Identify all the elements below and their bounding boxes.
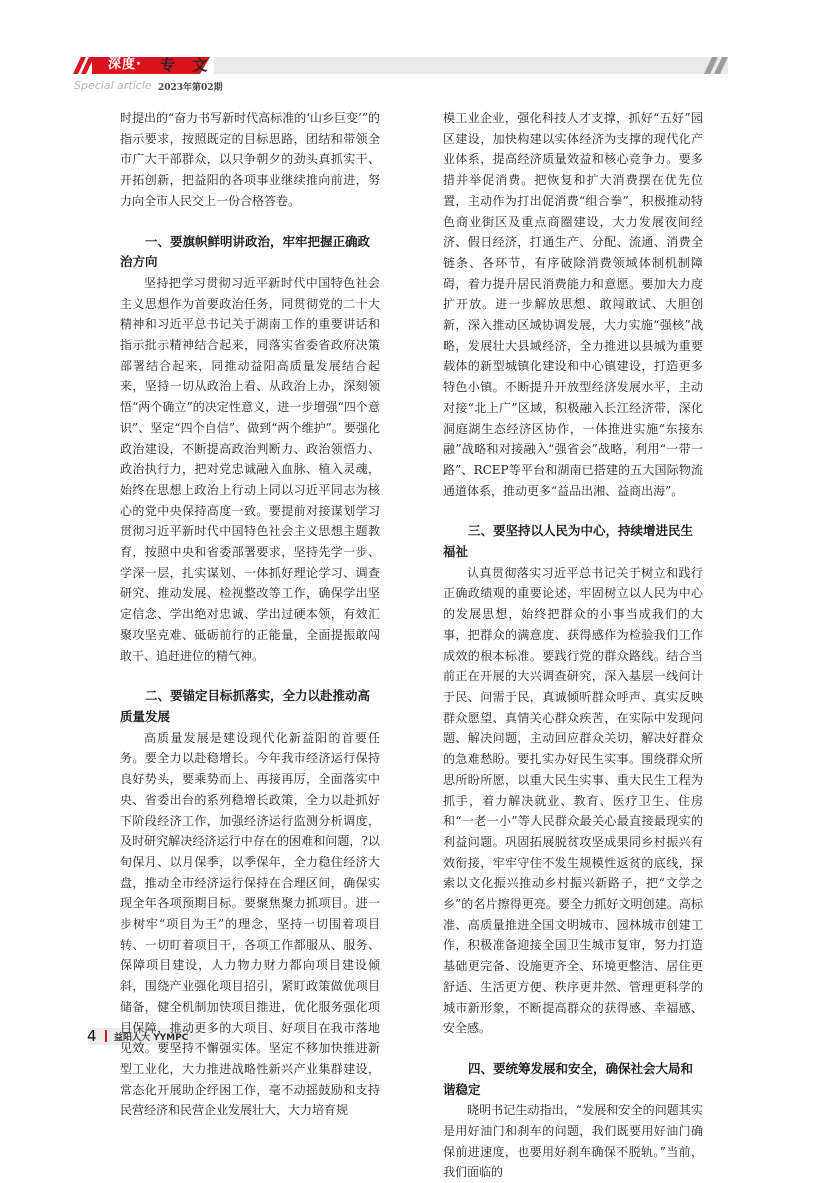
- right-column: [443, 108, 703, 1183]
- spacer: [120, 212, 380, 232]
- section-heading: 四、要统筹发展和安全，确保社会大局和谐稳定: [443, 1060, 694, 1097]
- spacer: [443, 501, 703, 521]
- spacer: [120, 666, 380, 686]
- paragraph: 模工业企业，强化科技人才支撑，抓好“五好”园区建设，加快构建以实体经济为支撑的现代化产业体系，提高经济质量效益和核心竞争力。要多措并举促消费。把恢复和扩大消费摆在优先位置，主动作为打出促消费“组合拳”，积极推动特色商业街区及重点商圈建设，大力发展夜间经济、假日经济，打通生产、分配、流通、消费全链条、各环节，有序破除消费领域体制机制障碍，着力提升居民消费能力和意愿。要加大力度扩开放。进一步解放思想、敢闯敢试、大胆创新，深入推动区域协调发展，大力实施“强核”战略，发展壮大县域经济，全力推进以县城为重要载体的新型城镇化建设和中心镇建设，打造更多特色小镇。不断提升开放型经济发展水平，主动对接“北上广”区域，积极融入长江经济带，深化洞庭湖生态经济区协作，一体推进实施“东接东融”战略和对接融入“强省会”战略，利用“一带一路”、RCEP等平台和湖南已搭建的五大国际物流通道体系，推动更多“益品出湘、益商出海”。: [443, 111, 703, 498]
- left-column: [120, 108, 380, 1121]
- magazine-name: 益阳人大 YYMPC: [114, 1033, 189, 1043]
- section-heading: 三、要坚持以人民为中心，持续增进民生福祉: [443, 523, 694, 560]
- paragraph: 坚持把学习贯彻习近平新时代中国特色社会主义思想作为首要政治任务，同贯彻党的二十大精神和习近平总书记关于湖南工作的重要讲话和指示批示精神结合起来，同落实省委省政府决策部署结合起来，同推动益阳高质量发展结合起来，坚持一切从政治上看、从政治上办，深刻领悟“两个确立”的决定性意义，进一步增强“四个意识”、坚定“四个自信”、做到“两个维护”。要强化政治建设，不断提高政治判断力、政治领悟力、政治执行力，把对党忠诚融入血脉、植入灵魂，始终在思想上政治上行动上同以习近平同志为核心的党中央保持高度一致。要提前对接谋划学习贯彻习近平新时代中国特色社会主义思想主题教育，按照中央和省委部署要求，坚持先学一步、学深一层，扎实谋划、一体抓好理论学习、调查研究、推动发展、检视整改等工作，确保学出坚定信念、学出绝对忠诚、学出过硬本领，有效汇聚攻坚克难、砥砺前行的正能量，全面提振敢闯敢干、追赶进位的精气神。: [120, 275, 380, 663]
- paragraph: 时提出的“奋力书写新时代高标准的‘山乡巨变’”的指示要求，按照既定的目标思路，团结和带领全市广大干部群众，以只争朝夕的劲头真抓实干、开拓创新，把益阳的各项事业继续推向前进，努力向全市人民交上一份合格答卷。: [120, 111, 380, 208]
- section-subtitle: Special article: [74, 79, 152, 92]
- page-number: 4: [87, 1027, 97, 1045]
- section-label: 深度·: [108, 57, 142, 72]
- footer-separator: [105, 1030, 107, 1042]
- section-label-2: 专 文: [160, 56, 214, 74]
- paragraph: 晓明书记生动指出，“发展和安全的问题其实是用好油门和刹车的问题，我们既要用好油门确保前进速度，也要用好刹车确保不脱轨。”当前，我们面临的: [443, 1103, 703, 1180]
- issue-label: 2023年第02期: [158, 83, 223, 93]
- header-gray-band: [214, 57, 728, 74]
- section-heading: 二、要锚定目标抓落实，全力以赴推动高质量发展: [120, 688, 371, 724]
- section-heading: 一、要旗帜鲜明讲政治，牢牢把握正确政治方向: [120, 233, 371, 270]
- paragraph: 认真贯彻落实习近平总书记关于树立和践行正确政绩观的重要论述，牢固树立以人民为中心的发展思想，始终把群众的小事当成我们的大事，把群众的满意度、获得感作为检验我们工作成效的根本标准。要践行党的群众路线。结合当前正在开展的大兴调查研究，深入基层一线问计于民、问需于民，真诚倾听群众呼声、真实反映群众愿望、真情关心群众疾苦，在实际中发现问题、解决问题，主动回应群众关切，解决好群众的急难愁盼。要扎实办好民生实事。围绕群众所思所盼所愿，以重大民生实事、重大民生工程为抓手，着力解决就业、教育、医疗卫生、住房和“一老一小”等人民群众最关心最直接最现实的利益问题。巩固拓展脱贫攻坚成果同乡村振兴有效衔接，牢牢守住不发生规模性返贫的底线，探索以文化振兴推动乡村振兴新路子，把“文学之乡”的名片擦得更亮。要全力抓好文明创建。高标准、高质量推进全国文明城市、园林城市创建工作，积极准备迎接全国卫生城市复审，努力打造基础更完备、设施更齐全、环境更整洁、居住更舒适、生活更方便、秩序更井然、管理更科学的城市新形象，不断提高群众的获得感、幸福感、安全感。: [443, 565, 703, 1036]
- spacer: [443, 1039, 703, 1059]
- paragraph: 高质量发展是建设现代化新益阳的首要任务。要全力以赴稳增长。今年我市经济运行保持良好势头，要乘势而上、再接再厉，全面落实中央、省委出台的系列稳增长政策，全力以赴抓好下阶段经济工作，加强经济运行监测分析调度，及时研究解决经济运行中存在的困难和问题，?以旬保月、以月保季，以季保年，全力稳住经济大盘，推动全市经济运行保持在合理区间，确保实现全年各项预期目标。要聚焦聚力抓项目。进一步树牢“项目为王”的理念，坚持一切围着项目转、一切盯着项目干，各项工作都服从、服务、保障项目建设，人力物力财力都向项目建设倾斜，围绕产业强化项目招引，紧盯政策做优项目储备，健全机制加快项目推进，优化服务强化项目保障，推动更多的大项目、好项目在我市落地见效。要坚持不懈强实体。坚定不移加快推进新型工业化，大力推进战略性新兴产业集群建设，常态化开展助企纾困工作，毫不动摇鼓励和支持民营经济和民营企业发展壮大，大力培育规: [120, 730, 380, 1118]
